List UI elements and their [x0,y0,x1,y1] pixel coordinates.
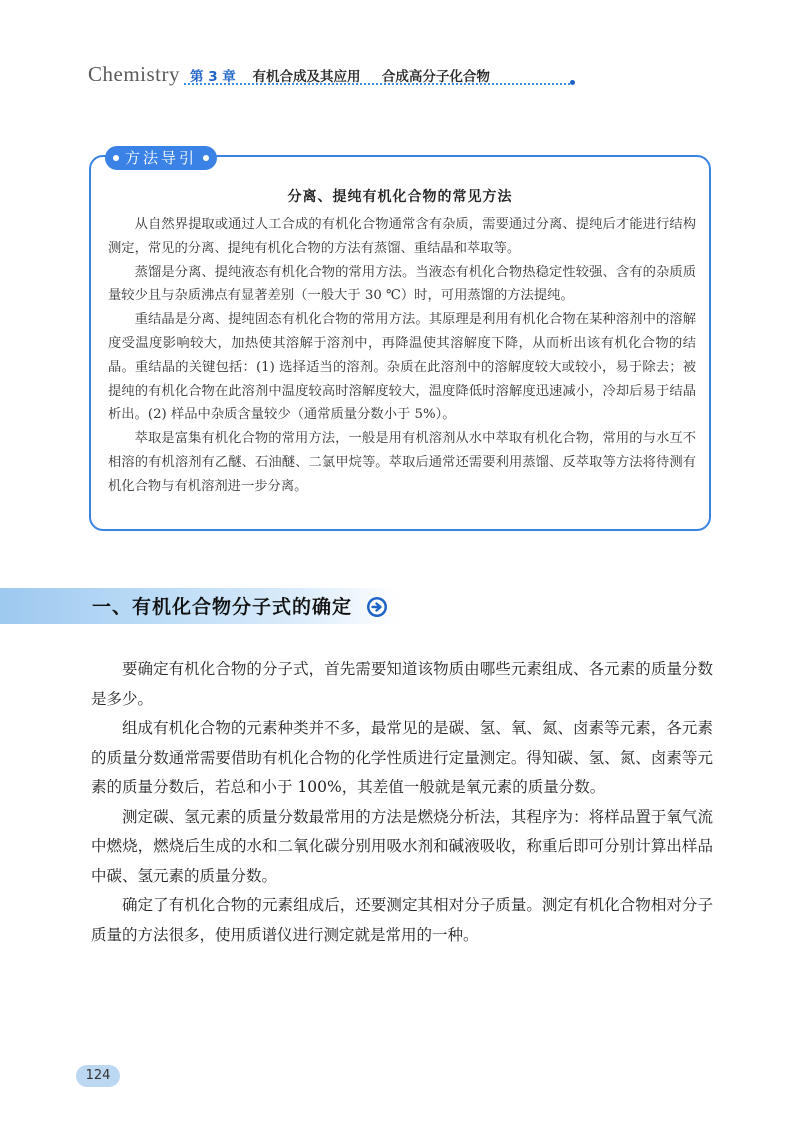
chapter-heading [190,65,490,85]
method-paragraph: 重结晶是分离、提纯固态有机化合物的常用方法。其原理是利用有机化合物在某种溶剂中的溶解度受温度影响较大，加热使其溶解于溶剂中，再降温使其溶解度下降，从而析出该有机化合物的结晶。重结晶的关键包括：(1) 选择适当的溶剂。杂质在此溶剂中的溶解度较大或较小，易于除去；被提纯的有机化合物在此溶剂中温度较高时溶解度较大，温度降低时溶解度迅速减小，冷却后易于结晶析出。(2) 样品中杂质含量较少（通常质量分数小于 5%）。 [108,312,696,423]
method-paragraph: 蒸馏是分离、提纯液态有机化合物的常用方法。当液态有机化合物热稳定性较强、含有的杂质质量较少且与杂质沸点有显著差别（一般大于 30 ℃）时，可用蒸馏的方法提纯。 [108,264,696,304]
page-number: 124 [76,1065,120,1087]
method-guide-title: 分离、提纯有机化合物的常见方法 [287,189,513,205]
brand-label: Chemistry [88,62,180,86]
method-paragraph: 从自然界提取或通过人工合成的有机化合物通常含有杂质，需要通过分离、提纯后才能进行结构测定，常见的分离、提纯有机化合物的方法有蒸馏、重结晶和萃取等。 [108,217,696,256]
body-paragraph: 测定碳、氢元素的质量分数最常用的方法是燃烧分析法，其程序为：将样品置于氧气流中燃烧，燃烧后生成的水和二氧化碳分别用吸水剂和碱液吸收，称重后即可分别计算出样品中碳、氢元素的质量分数。 [91,807,713,885]
section-heading: 一、有机化合物分子式的确定 [92,596,353,618]
body-paragraph: 要确定有机化合物的分子式，首先需要知道该物质由哪些元素组成、各元素的质量分数是多少。 [91,660,713,708]
method-paragraph: 萃取是富集有机化合物的常用方法，一般是用有机溶剂从水中萃取有机化合物，常用的与水互不相溶的有机溶剂有乙醚、石油醚、二氯甲烷等。萃取后通常还需要利用蒸馏、反萃取等方法将待测有机化合物与有机溶剂进一步分离。 [108,431,696,494]
header-dotted-rule [184,83,570,85]
main-body [91,655,713,950]
running-header [88,62,488,86]
chapter-title: 有机合成及其应用 [252,69,361,85]
header-section-title: 合成高分子化合物 [381,69,490,85]
method-guide-body [108,213,696,499]
body-paragraph: 组成有机化合物的元素种类并不多，最常见的是碳、氢、氧、氮、卤素等元素，各元素的质量分数通常需要借助有机化合物的化学性质进行定量测定。得知碳、氢、氮、卤素等元素的质量分数后，若总和小于 100%，其差值一般就是氧元素的质量分数。 [91,719,713,796]
body-paragraph: 确定了有机化合物的元素组成后，还要测定其相对分子质量。测定有机化合物相对分子质量的方法很多，使用质谱仪进行测定就是常用的一种。 [91,896,713,944]
chapter-number: 第 3 章 [190,69,236,85]
header-rule-dot [570,80,575,85]
arrow-right-circle-icon [366,596,388,618]
method-guide-tag: 方法导引 [105,146,217,170]
